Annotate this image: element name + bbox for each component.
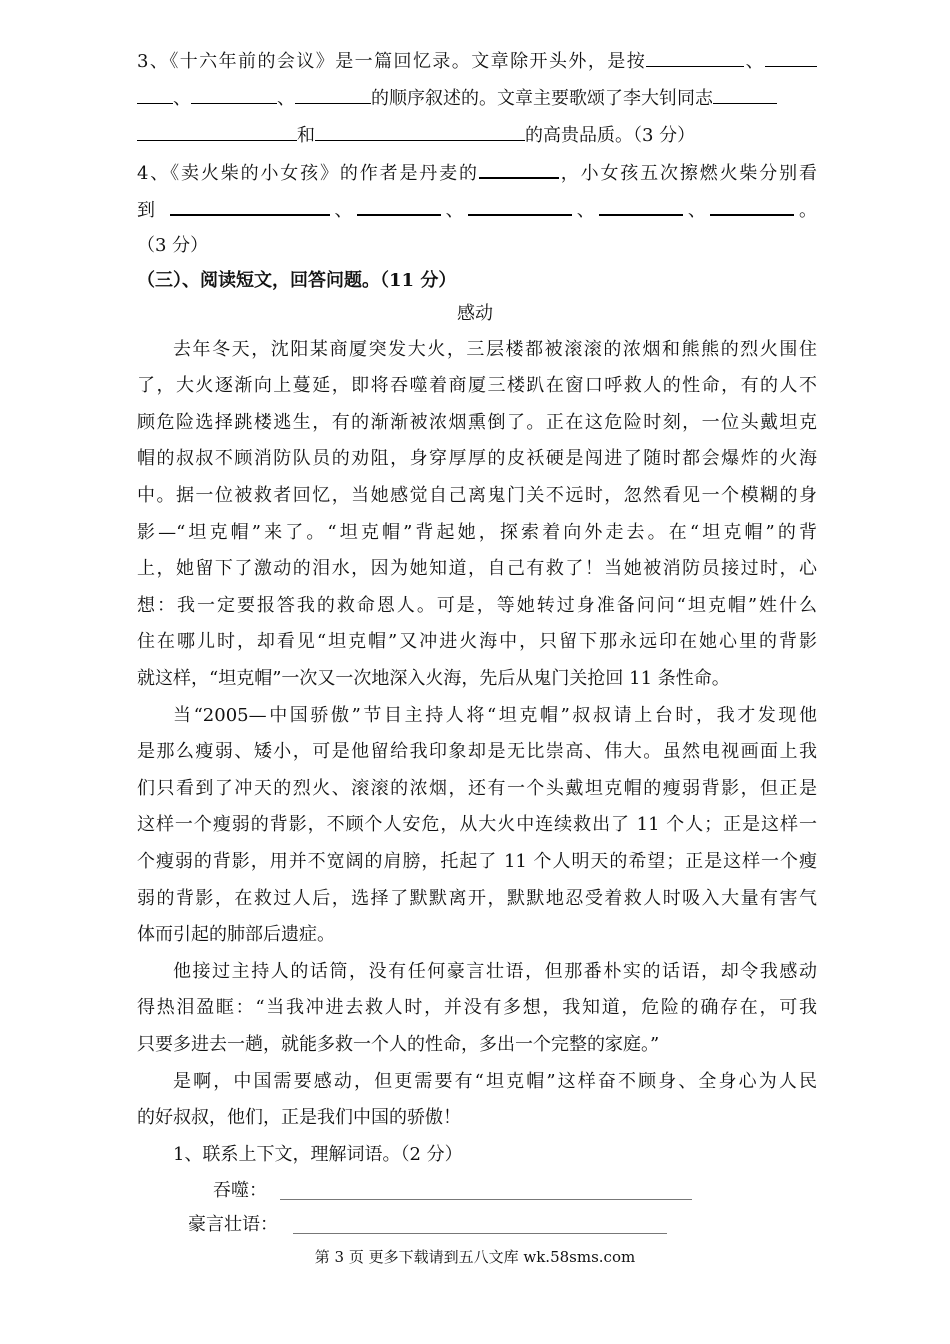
answer-blank[interactable] [646, 50, 744, 67]
word-label-tunshi: 吞噬： [213, 1180, 267, 1201]
article-title: 感动 [457, 303, 493, 324]
article-line: 体而引起的肺部后遗症。 [137, 924, 335, 945]
answer-blank[interactable] [191, 87, 277, 104]
article-line: 中。据一位被救者回忆，当她感觉自己离鬼门关不远时，忽然看见一个模糊的身 [137, 485, 817, 506]
question1-prompt: 1、联系上下文，理解词语。（2 分） [173, 1144, 463, 1165]
article-line: 帽的叔叔不顾消防队员的劝阻，身穿厚厚的皮袄硬是闯进了随时都会爆炸的火海 [137, 448, 817, 469]
answer-line-tunshi[interactable] [280, 1199, 692, 1200]
article-line: 了，大火逐渐向上蔓延，即将吞噬着商厦三楼趴在窗口呼救人的性命，有的人不 [137, 375, 817, 396]
article-line: 他接过主持人的话筒，没有任何豪言壮语，但那番朴实的话语，却令我感动 [173, 961, 817, 982]
article-line: 这样一个瘦弱的背影，不顾个人安危，从大火中连续救出了 11 个人；正是这样一 [137, 814, 817, 835]
word-label-haoyanzhuangyu: 豪言壮语： [188, 1214, 278, 1235]
article-line: 上，她留下了激动的泪水，因为她知道，自己有救了！当她被消防员接过时，心 [137, 558, 817, 579]
q4-line-2: 到 、 、 、 、 。 [137, 200, 818, 221]
article-line: 只要多进去一趟，就能多救一个人的性命，多出一个完整的家庭。” [137, 1034, 660, 1055]
answer-blank[interactable] [170, 198, 330, 216]
answer-blank[interactable] [295, 87, 371, 104]
article-line: 想：我一定要报答我的救命恩人。可是，等她转过身准备问问“坦克帽”姓什么 [137, 595, 817, 616]
answer-blank[interactable] [315, 124, 525, 141]
q3-line-3: 和 的高贵品质。（3 分） [137, 124, 817, 147]
article-line: 去年冬天，沈阳某商厦突发大火，三层楼都被滚滚的浓烟和熊熊的烈火围住 [173, 339, 817, 360]
article-line: 是那么瘦弱、矮小，可是他留给我印象却是无比崇高、伟大。虽然电视画面上我 [137, 741, 817, 762]
article-line: 的好叔叔，他们，正是我们中国的骄傲！ [137, 1107, 461, 1128]
answer-blank[interactable] [765, 50, 817, 67]
q4-score: （3 分） [137, 235, 209, 256]
answer-blank[interactable] [468, 198, 572, 216]
article-line: 当“2005—中国骄傲”节目主持人将“坦克帽”叔叔请上台时，我才发现他 [173, 705, 817, 726]
article-line: 影—“坦克帽”来了。“坦克帽”背起她，探索着向外走去。在“坦克帽”的背 [137, 522, 817, 543]
article-line: 是啊，中国需要感动，但更需要有“坦克帽”这样奋不顾身、全身心为人民 [173, 1071, 817, 1092]
answer-blank[interactable] [479, 161, 559, 179]
q3-line-1: 3、《十六年前的会议》是一篇回忆录。文章除开头外，是按 、 [137, 50, 817, 73]
answer-blank[interactable] [357, 198, 441, 216]
article-line: 弱的背影，在救过人后，选择了默默离开，默默地忍受着救人时吸入大量有害气 [137, 888, 817, 909]
q3-line-2: 、 、 的顺序叙述的。文章主要歌颂了李大钊同志 [137, 87, 817, 110]
answer-blank[interactable] [710, 198, 794, 216]
answer-blank[interactable] [599, 198, 683, 216]
article-line: 顾危险选择跳楼逃生，有的渐渐被浓烟熏倒了。正在这危险时刻，一位头戴坦克 [137, 412, 817, 433]
article-line: 就这样，“坦克帽”一次又一次地深入火海，先后从鬼门关抢回 11 条性命。 [137, 668, 730, 689]
answer-line-haoyanzhuangyu[interactable] [293, 1233, 667, 1234]
q4-line-1: 4、《卖火柴的小女孩》的作者是丹麦的 ，小女孩五次擦燃火柴分别看 [137, 163, 818, 184]
answer-blank[interactable] [137, 124, 297, 141]
article-line: 们只看到了冲天的烈火、滚滚的浓烟，还有一个头戴坦克帽的瘦弱背影，但正是 [137, 778, 817, 799]
article-line: 得热泪盈眶：“当我冲进去救人时，并没有多想，我知道，危险的确存在，可我 [137, 997, 817, 1018]
article-line: 个瘦弱的背影，用并不宽阔的肩膀，托起了 11 个人明天的希望；正是这样一个瘦 [137, 851, 817, 872]
answer-blank[interactable] [137, 87, 173, 104]
article-line: 住在哪儿时，却看见“坦克帽”又冲进火海中，只留下那永远印在她心里的背影 [137, 631, 817, 652]
answer-blank[interactable] [713, 87, 777, 104]
page-footer: 第 3 页 更多下载请到五八文库 wk.58sms.com [314, 1248, 636, 1266]
section-heading: （三）、阅读短文，回答问题。（11 分） [137, 270, 457, 291]
